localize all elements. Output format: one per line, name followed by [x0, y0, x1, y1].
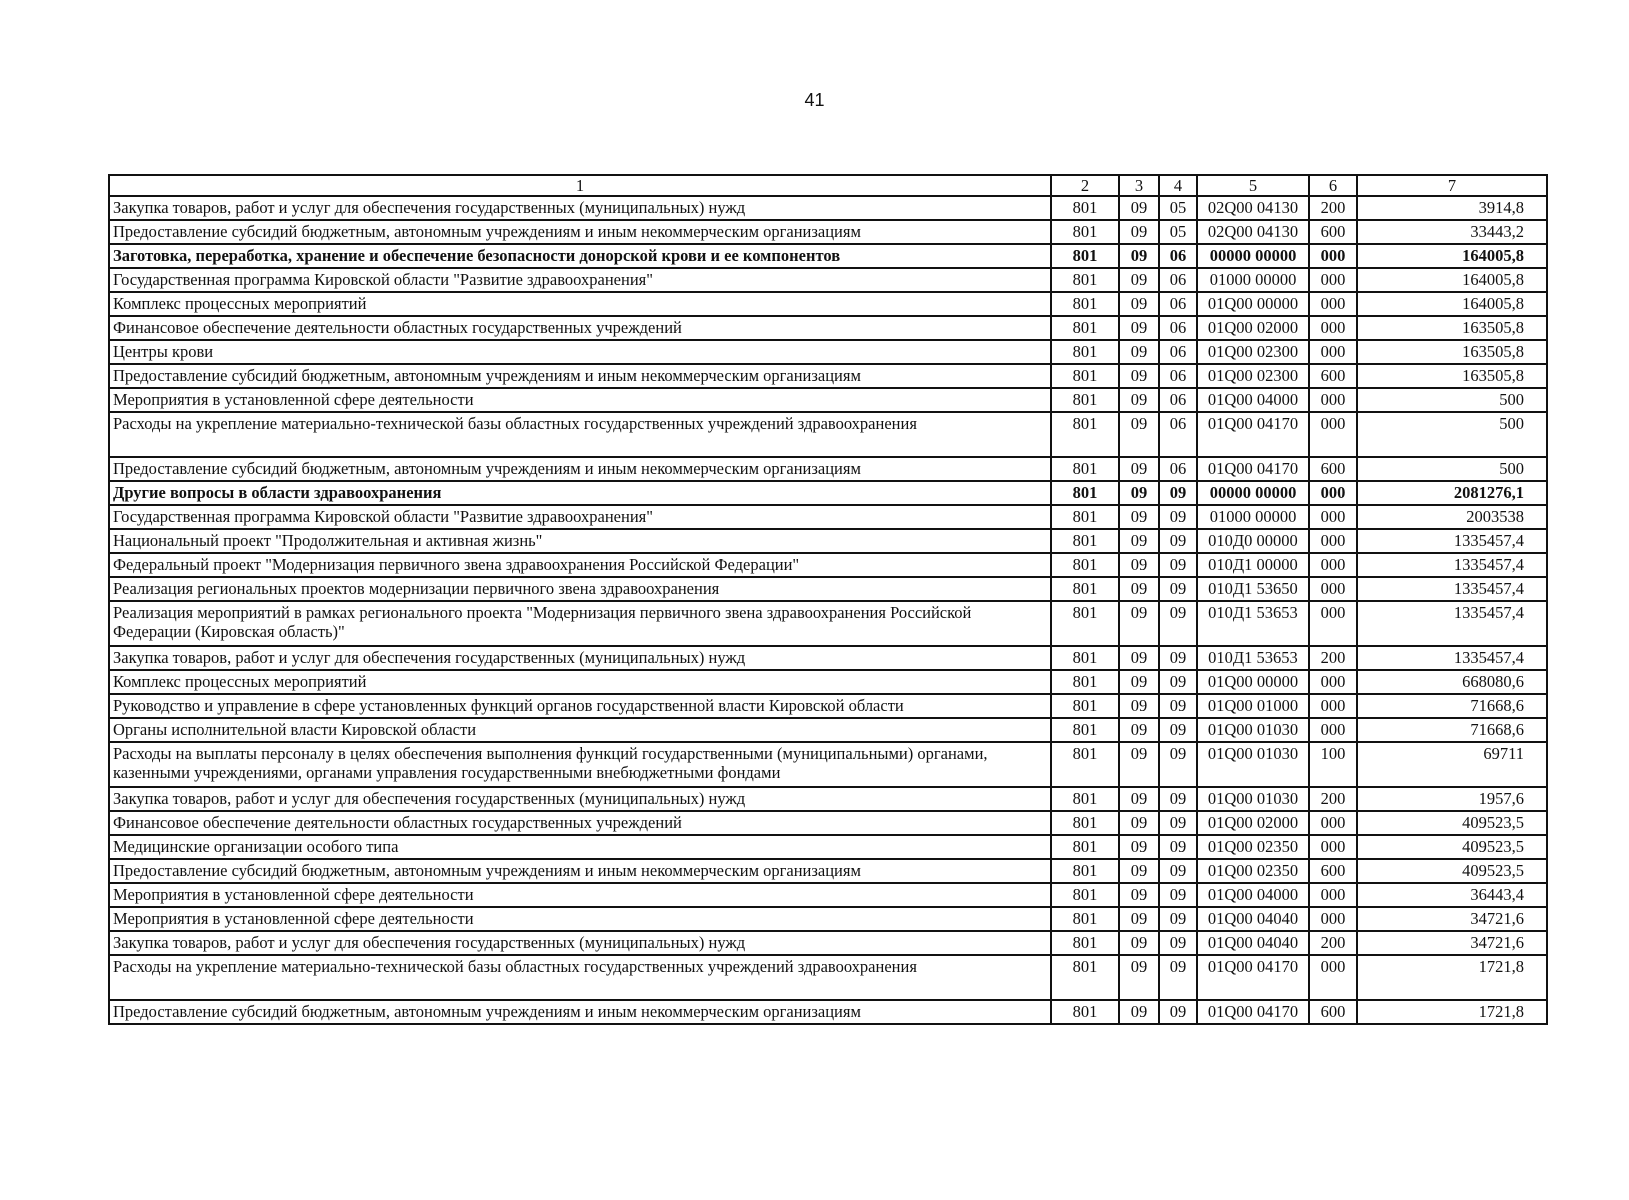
- row-name-cell: Закупка товаров, работ и услуг для обеспечения государственных (муниципальных) нужд: [109, 196, 1051, 220]
- table-row: [109, 1000, 1547, 1024]
- budget-table: [108, 174, 1548, 1025]
- row-target-article-cell: 010Д0 00000: [1197, 529, 1309, 553]
- row-section-cell: 09: [1119, 811, 1159, 835]
- table-row: [109, 340, 1547, 364]
- row-expense-type-cell: 000: [1309, 907, 1357, 931]
- row-code-cell: 801: [1051, 931, 1119, 955]
- row-amount-cell: 2081276,1: [1357, 481, 1547, 505]
- table-row: [109, 481, 1547, 505]
- row-code-cell: 801: [1051, 577, 1119, 601]
- row-amount-cell: 409523,5: [1357, 835, 1547, 859]
- row-expense-type-cell: 200: [1309, 787, 1357, 811]
- row-code-cell: 801: [1051, 907, 1119, 931]
- table-row: [109, 316, 1547, 340]
- row-amount-cell: 1721,8: [1357, 955, 1547, 1000]
- row-amount-cell: 3914,8: [1357, 196, 1547, 220]
- row-subsection-cell: 06: [1159, 244, 1197, 268]
- row-target-article-cell: 010Д1 53650: [1197, 577, 1309, 601]
- row-expense-type-cell: 000: [1309, 292, 1357, 316]
- row-expense-type-cell: 000: [1309, 811, 1357, 835]
- row-expense-type-cell: 000: [1309, 244, 1357, 268]
- row-target-article-cell: 02Q00 04130: [1197, 196, 1309, 220]
- row-subsection-cell: 06: [1159, 457, 1197, 481]
- row-section-cell: 09: [1119, 601, 1159, 646]
- row-target-article-cell: 010Д1 53653: [1197, 601, 1309, 646]
- row-name-cell: Центры крови: [109, 340, 1051, 364]
- row-section-cell: 09: [1119, 196, 1159, 220]
- row-name-cell: Руководство и управление в сфере установленных функций органов государственной власти Кировской области: [109, 694, 1051, 718]
- row-amount-cell: 36443,4: [1357, 883, 1547, 907]
- table-row: [109, 577, 1547, 601]
- row-code-cell: 801: [1051, 835, 1119, 859]
- row-section-cell: 09: [1119, 835, 1159, 859]
- row-target-article-cell: 01000 00000: [1197, 268, 1309, 292]
- table-row: [109, 883, 1547, 907]
- row-amount-cell: 69711: [1357, 742, 1547, 787]
- row-amount-cell: 668080,6: [1357, 670, 1547, 694]
- row-expense-type-cell: 000: [1309, 577, 1357, 601]
- column-header: 7: [1357, 175, 1547, 196]
- row-section-cell: 09: [1119, 577, 1159, 601]
- row-name-cell: Расходы на укрепление материально-технической базы областных государственных учреждений здравоохранения: [109, 955, 1051, 1000]
- header-row: [109, 175, 1547, 196]
- row-expense-type-cell: 000: [1309, 268, 1357, 292]
- row-amount-cell: 163505,8: [1357, 340, 1547, 364]
- table-row: [109, 292, 1547, 316]
- row-subsection-cell: 09: [1159, 646, 1197, 670]
- table-row: [109, 694, 1547, 718]
- row-code-cell: 801: [1051, 268, 1119, 292]
- row-amount-cell: 34721,6: [1357, 931, 1547, 955]
- table-row: [109, 931, 1547, 955]
- row-name-cell: Предоставление субсидий бюджетным, автономным учреждениям и иным некоммерческим организациям: [109, 457, 1051, 481]
- table-row: [109, 457, 1547, 481]
- row-target-article-cell: 010Д1 00000: [1197, 553, 1309, 577]
- row-code-cell: 801: [1051, 292, 1119, 316]
- row-name-cell: Медицинские организации особого типа: [109, 835, 1051, 859]
- row-amount-cell: 1335457,4: [1357, 577, 1547, 601]
- row-section-cell: 09: [1119, 505, 1159, 529]
- table-row: [109, 364, 1547, 388]
- row-subsection-cell: 05: [1159, 196, 1197, 220]
- table-row: [109, 811, 1547, 835]
- row-name-cell: Федеральный проект "Модернизация первичного звена здравоохранения Российской Федерации": [109, 553, 1051, 577]
- row-name-cell: Расходы на выплаты персоналу в целях обеспечения выполнения функций государственными (муниципальными) органами, казенными учреждениями, органами управления государственными внебюджетными фондами: [109, 742, 1051, 787]
- row-section-cell: 09: [1119, 412, 1159, 457]
- row-expense-type-cell: 000: [1309, 670, 1357, 694]
- column-header: 2: [1051, 175, 1119, 196]
- row-section-cell: 09: [1119, 883, 1159, 907]
- row-subsection-cell: 06: [1159, 364, 1197, 388]
- row-name-cell: Расходы на укрепление материально-технической базы областных государственных учреждений здравоохранения: [109, 412, 1051, 457]
- row-name-cell: Закупка товаров, работ и услуг для обеспечения государственных (муниципальных) нужд: [109, 787, 1051, 811]
- row-target-article-cell: 01Q00 04040: [1197, 931, 1309, 955]
- row-name-cell: Мероприятия в установленной сфере деятельности: [109, 388, 1051, 412]
- row-section-cell: 09: [1119, 529, 1159, 553]
- row-expense-type-cell: 200: [1309, 196, 1357, 220]
- row-target-article-cell: 01Q00 01030: [1197, 742, 1309, 787]
- row-target-article-cell: 02Q00 04130: [1197, 220, 1309, 244]
- row-section-cell: 09: [1119, 481, 1159, 505]
- row-section-cell: 09: [1119, 718, 1159, 742]
- row-amount-cell: 33443,2: [1357, 220, 1547, 244]
- row-subsection-cell: 06: [1159, 340, 1197, 364]
- row-expense-type-cell: 000: [1309, 505, 1357, 529]
- table-row: [109, 220, 1547, 244]
- row-subsection-cell: 09: [1159, 670, 1197, 694]
- row-section-cell: 09: [1119, 268, 1159, 292]
- row-expense-type-cell: 600: [1309, 1000, 1357, 1024]
- row-expense-type-cell: 000: [1309, 529, 1357, 553]
- row-section-cell: 09: [1119, 316, 1159, 340]
- row-subsection-cell: 09: [1159, 787, 1197, 811]
- table-row: [109, 907, 1547, 931]
- row-section-cell: 09: [1119, 457, 1159, 481]
- row-amount-cell: 1335457,4: [1357, 601, 1547, 646]
- row-name-cell: Предоставление субсидий бюджетным, автономным учреждениям и иным некоммерческим организациям: [109, 859, 1051, 883]
- row-subsection-cell: 06: [1159, 316, 1197, 340]
- row-code-cell: 801: [1051, 481, 1119, 505]
- row-section-cell: 09: [1119, 955, 1159, 1000]
- row-target-article-cell: 01Q00 04170: [1197, 955, 1309, 1000]
- row-expense-type-cell: 000: [1309, 835, 1357, 859]
- table-row: [109, 244, 1547, 268]
- row-subsection-cell: 05: [1159, 220, 1197, 244]
- row-name-cell: Реализация мероприятий в рамках регионального проекта "Модернизация первичного звена здравоохранения Российской Федерации (Кировская область)": [109, 601, 1051, 646]
- table-row: [109, 859, 1547, 883]
- row-amount-cell: 163505,8: [1357, 364, 1547, 388]
- row-section-cell: 09: [1119, 244, 1159, 268]
- table-row: [109, 553, 1547, 577]
- column-header: 3: [1119, 175, 1159, 196]
- column-header: 1: [109, 175, 1051, 196]
- row-code-cell: 801: [1051, 694, 1119, 718]
- row-amount-cell: 34721,6: [1357, 907, 1547, 931]
- row-name-cell: Органы исполнительной власти Кировской области: [109, 718, 1051, 742]
- row-amount-cell: 164005,8: [1357, 292, 1547, 316]
- row-section-cell: 09: [1119, 646, 1159, 670]
- row-name-cell: Предоставление субсидий бюджетным, автономным учреждениям и иным некоммерческим организациям: [109, 1000, 1051, 1024]
- row-expense-type-cell: 000: [1309, 718, 1357, 742]
- row-code-cell: 801: [1051, 787, 1119, 811]
- row-section-cell: 09: [1119, 670, 1159, 694]
- row-target-article-cell: 01Q00 02350: [1197, 859, 1309, 883]
- row-target-article-cell: 01Q00 02000: [1197, 316, 1309, 340]
- row-subsection-cell: 09: [1159, 529, 1197, 553]
- table-row: [109, 718, 1547, 742]
- row-subsection-cell: 09: [1159, 505, 1197, 529]
- row-code-cell: 801: [1051, 646, 1119, 670]
- row-amount-cell: 164005,8: [1357, 268, 1547, 292]
- row-subsection-cell: 06: [1159, 388, 1197, 412]
- row-name-cell: Другие вопросы в области здравоохранения: [109, 481, 1051, 505]
- row-expense-type-cell: 000: [1309, 601, 1357, 646]
- row-amount-cell: 164005,8: [1357, 244, 1547, 268]
- row-code-cell: 801: [1051, 457, 1119, 481]
- row-amount-cell: 1721,8: [1357, 1000, 1547, 1024]
- row-expense-type-cell: 200: [1309, 646, 1357, 670]
- row-target-article-cell: 01Q00 04000: [1197, 388, 1309, 412]
- row-name-cell: Финансовое обеспечение деятельности областных государственных учреждений: [109, 811, 1051, 835]
- row-code-cell: 801: [1051, 364, 1119, 388]
- row-section-cell: 09: [1119, 220, 1159, 244]
- row-subsection-cell: 09: [1159, 931, 1197, 955]
- row-section-cell: 09: [1119, 931, 1159, 955]
- row-code-cell: 801: [1051, 883, 1119, 907]
- row-expense-type-cell: 000: [1309, 340, 1357, 364]
- row-name-cell: Предоставление субсидий бюджетным, автономным учреждениям и иным некоммерческим организациям: [109, 364, 1051, 388]
- row-subsection-cell: 09: [1159, 883, 1197, 907]
- table-row: [109, 412, 1547, 457]
- table-row: [109, 955, 1547, 1000]
- row-subsection-cell: 06: [1159, 268, 1197, 292]
- row-target-article-cell: 01Q00 04170: [1197, 457, 1309, 481]
- row-subsection-cell: 09: [1159, 811, 1197, 835]
- table-row: [109, 268, 1547, 292]
- row-name-cell: Заготовка, переработка, хранение и обеспечение безопасности донорской крови и ее компонентов: [109, 244, 1051, 268]
- row-expense-type-cell: 000: [1309, 694, 1357, 718]
- row-section-cell: 09: [1119, 787, 1159, 811]
- row-code-cell: 801: [1051, 670, 1119, 694]
- row-target-article-cell: 01Q00 01030: [1197, 718, 1309, 742]
- column-header: 5: [1197, 175, 1309, 196]
- row-amount-cell: 500: [1357, 457, 1547, 481]
- row-name-cell: Государственная программа Кировской области "Развитие здравоохранения": [109, 268, 1051, 292]
- row-subsection-cell: 09: [1159, 718, 1197, 742]
- row-expense-type-cell: 600: [1309, 364, 1357, 388]
- row-section-cell: 09: [1119, 292, 1159, 316]
- row-amount-cell: 71668,6: [1357, 718, 1547, 742]
- row-amount-cell: 409523,5: [1357, 859, 1547, 883]
- row-section-cell: 09: [1119, 907, 1159, 931]
- table-row: [109, 787, 1547, 811]
- row-subsection-cell: 09: [1159, 577, 1197, 601]
- row-code-cell: 801: [1051, 316, 1119, 340]
- row-target-article-cell: 01Q00 01000: [1197, 694, 1309, 718]
- row-subsection-cell: 09: [1159, 694, 1197, 718]
- row-subsection-cell: 09: [1159, 742, 1197, 787]
- row-code-cell: 801: [1051, 196, 1119, 220]
- row-name-cell: Национальный проект "Продолжительная и активная жизнь": [109, 529, 1051, 553]
- row-amount-cell: 2003538: [1357, 505, 1547, 529]
- row-code-cell: 801: [1051, 244, 1119, 268]
- row-expense-type-cell: 000: [1309, 553, 1357, 577]
- table-row: [109, 505, 1547, 529]
- row-expense-type-cell: 200: [1309, 931, 1357, 955]
- row-amount-cell: 1335457,4: [1357, 553, 1547, 577]
- row-target-article-cell: 00000 00000: [1197, 244, 1309, 268]
- row-subsection-cell: 09: [1159, 955, 1197, 1000]
- row-amount-cell: 71668,6: [1357, 694, 1547, 718]
- row-subsection-cell: 09: [1159, 601, 1197, 646]
- row-target-article-cell: 01Q00 00000: [1197, 670, 1309, 694]
- row-subsection-cell: 06: [1159, 412, 1197, 457]
- row-expense-type-cell: 000: [1309, 412, 1357, 457]
- row-section-cell: 09: [1119, 859, 1159, 883]
- row-section-cell: 09: [1119, 388, 1159, 412]
- row-code-cell: 801: [1051, 412, 1119, 457]
- row-target-article-cell: 01Q00 01030: [1197, 787, 1309, 811]
- row-section-cell: 09: [1119, 742, 1159, 787]
- row-name-cell: Предоставление субсидий бюджетным, автономным учреждениям и иным некоммерческим организациям: [109, 220, 1051, 244]
- row-expense-type-cell: 000: [1309, 883, 1357, 907]
- row-expense-type-cell: 000: [1309, 481, 1357, 505]
- row-code-cell: 801: [1051, 955, 1119, 1000]
- row-expense-type-cell: 600: [1309, 859, 1357, 883]
- row-amount-cell: 500: [1357, 388, 1547, 412]
- row-target-article-cell: 01Q00 04170: [1197, 412, 1309, 457]
- row-section-cell: 09: [1119, 694, 1159, 718]
- row-target-article-cell: 01Q00 02350: [1197, 835, 1309, 859]
- row-amount-cell: 409523,5: [1357, 811, 1547, 835]
- row-name-cell: Мероприятия в установленной сфере деятельности: [109, 883, 1051, 907]
- row-target-article-cell: 01Q00 04000: [1197, 883, 1309, 907]
- table-row: [109, 742, 1547, 787]
- row-target-article-cell: 01Q00 00000: [1197, 292, 1309, 316]
- table-row: [109, 835, 1547, 859]
- row-name-cell: Закупка товаров, работ и услуг для обеспечения государственных (муниципальных) нужд: [109, 931, 1051, 955]
- row-name-cell: Государственная программа Кировской области "Развитие здравоохранения": [109, 505, 1051, 529]
- row-code-cell: 801: [1051, 742, 1119, 787]
- row-target-article-cell: 01Q00 02300: [1197, 364, 1309, 388]
- row-section-cell: 09: [1119, 340, 1159, 364]
- row-subsection-cell: 09: [1159, 859, 1197, 883]
- row-amount-cell: 1957,6: [1357, 787, 1547, 811]
- row-section-cell: 09: [1119, 1000, 1159, 1024]
- table-row: [109, 388, 1547, 412]
- row-section-cell: 09: [1119, 364, 1159, 388]
- row-subsection-cell: 09: [1159, 1000, 1197, 1024]
- row-name-cell: Закупка товаров, работ и услуг для обеспечения государственных (муниципальных) нужд: [109, 646, 1051, 670]
- row-target-article-cell: 01Q00 04040: [1197, 907, 1309, 931]
- row-code-cell: 801: [1051, 220, 1119, 244]
- row-code-cell: 801: [1051, 340, 1119, 364]
- row-expense-type-cell: 000: [1309, 388, 1357, 412]
- row-expense-type-cell: 600: [1309, 220, 1357, 244]
- row-subsection-cell: 06: [1159, 292, 1197, 316]
- row-code-cell: 801: [1051, 601, 1119, 646]
- row-expense-type-cell: 000: [1309, 316, 1357, 340]
- row-target-article-cell: 010Д1 53653: [1197, 646, 1309, 670]
- row-code-cell: 801: [1051, 529, 1119, 553]
- row-subsection-cell: 09: [1159, 907, 1197, 931]
- row-amount-cell: 1335457,4: [1357, 646, 1547, 670]
- row-name-cell: Реализация региональных проектов модернизации первичного звена здравоохранения: [109, 577, 1051, 601]
- row-expense-type-cell: 600: [1309, 457, 1357, 481]
- row-expense-type-cell: 000: [1309, 955, 1357, 1000]
- row-name-cell: Финансовое обеспечение деятельности областных государственных учреждений: [109, 316, 1051, 340]
- row-expense-type-cell: 100: [1309, 742, 1357, 787]
- table-row: [109, 196, 1547, 220]
- row-code-cell: 801: [1051, 1000, 1119, 1024]
- table-row: [109, 646, 1547, 670]
- row-target-article-cell: 01Q00 02300: [1197, 340, 1309, 364]
- row-target-article-cell: 01Q00 04170: [1197, 1000, 1309, 1024]
- row-target-article-cell: 01000 00000: [1197, 505, 1309, 529]
- row-subsection-cell: 09: [1159, 835, 1197, 859]
- row-code-cell: 801: [1051, 553, 1119, 577]
- row-name-cell: Мероприятия в установленной сфере деятельности: [109, 907, 1051, 931]
- row-amount-cell: 500: [1357, 412, 1547, 457]
- row-code-cell: 801: [1051, 388, 1119, 412]
- table-body: [109, 196, 1547, 1024]
- table-row: [109, 670, 1547, 694]
- row-code-cell: 801: [1051, 859, 1119, 883]
- row-subsection-cell: 09: [1159, 481, 1197, 505]
- row-name-cell: Комплекс процессных мероприятий: [109, 292, 1051, 316]
- row-code-cell: 801: [1051, 505, 1119, 529]
- row-amount-cell: 1335457,4: [1357, 529, 1547, 553]
- row-target-article-cell: 00000 00000: [1197, 481, 1309, 505]
- row-code-cell: 801: [1051, 811, 1119, 835]
- row-target-article-cell: 01Q00 02000: [1197, 811, 1309, 835]
- column-header: 6: [1309, 175, 1357, 196]
- column-header: 4: [1159, 175, 1197, 196]
- row-code-cell: 801: [1051, 718, 1119, 742]
- row-amount-cell: 163505,8: [1357, 316, 1547, 340]
- row-subsection-cell: 09: [1159, 553, 1197, 577]
- page-number: 41: [804, 90, 825, 110]
- row-section-cell: 09: [1119, 553, 1159, 577]
- table-row: [109, 529, 1547, 553]
- row-name-cell: Комплекс процессных мероприятий: [109, 670, 1051, 694]
- table-row: [109, 601, 1547, 646]
